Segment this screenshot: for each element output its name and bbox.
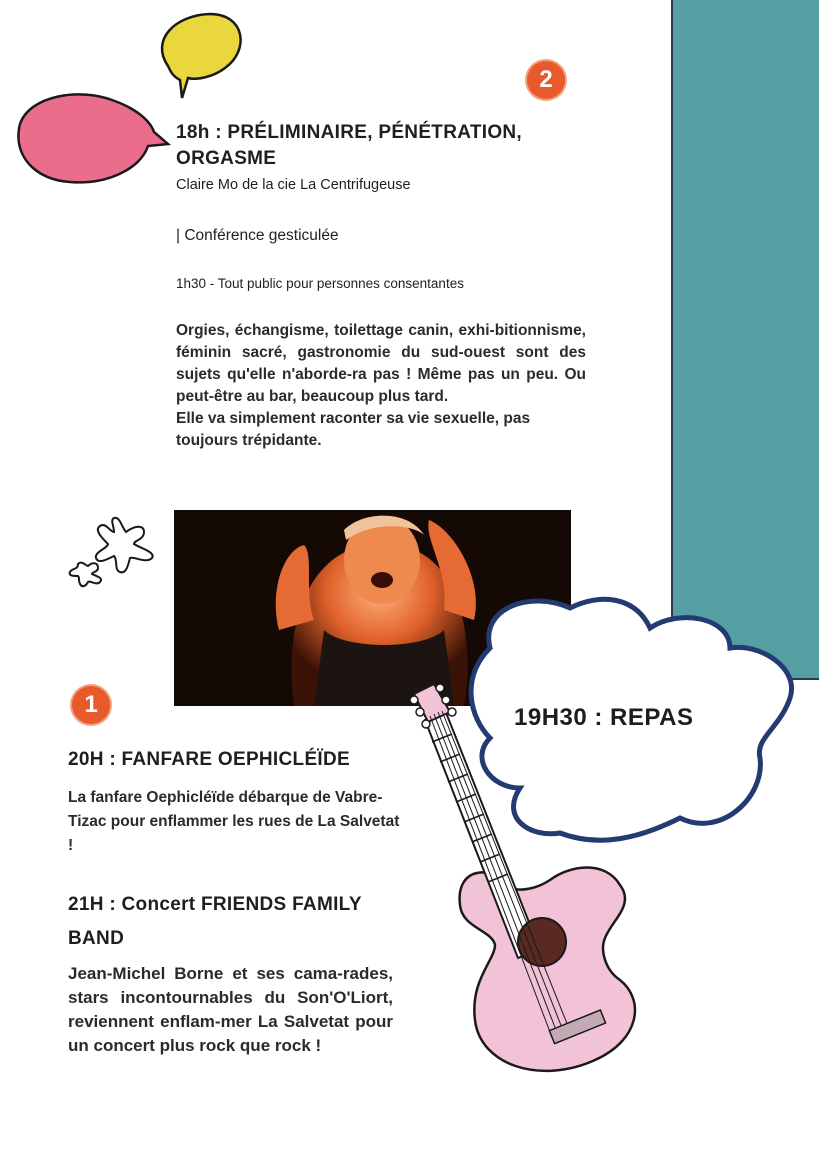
event-number-badge: 2 bbox=[527, 61, 565, 99]
event-title: 18h : PRÉLIMINAIRE, PÉNÉTRATION, ORGASME bbox=[176, 122, 522, 169]
event-number-badge: 1 bbox=[72, 686, 110, 724]
event-description: Jean-Michel Borne et ses cama-rades, stars incontournables du Son'O'Liort, reviennent enflam-mer La Salvetat pour un concert plus rock que rock ! bbox=[68, 964, 393, 1055]
meal-title: 19H30 : REPAS bbox=[514, 704, 694, 731]
event-title: 20H : FANFARE OEPHICLÉÏDE bbox=[68, 749, 350, 770]
event-title: 21H : Concert FRIENDS FAMILY BAND bbox=[68, 894, 362, 949]
yellow-speech-bubble-icon bbox=[162, 14, 241, 98]
event-description-text-2: Elle va simplement raconter sa vie sexuelle, pas toujours trépidante. bbox=[176, 410, 531, 449]
pink-speech-bubble-icon bbox=[18, 94, 168, 182]
star-doodle-icon bbox=[64, 512, 164, 592]
event-description-text: Orgies, échangisme, toilettage canin, exhi-bitionnisme, féminin sacré, gastronomie du sud-ouest sont des sujets qu'elle n'aborde-ra pas ! Même pas un peu. Ou peut-être au bar, beaucoup plus tard. bbox=[176, 322, 586, 405]
event-description: La fanfare Oephicléïde débarque de Vabre-Tizac pour enflammer les rues de La Salvetat ! bbox=[68, 789, 400, 854]
event-duration: 1h30 - Tout public pour personnes consentantes bbox=[176, 276, 464, 291]
event-artist: Claire Mo de la cie La Centrifugeuse bbox=[176, 177, 411, 193]
teal-side-panel bbox=[671, 0, 819, 680]
event-description bbox=[176, 320, 586, 452]
guitar-icon bbox=[400, 680, 660, 1100]
event-genre: | Conférence gesticulée bbox=[176, 227, 339, 244]
